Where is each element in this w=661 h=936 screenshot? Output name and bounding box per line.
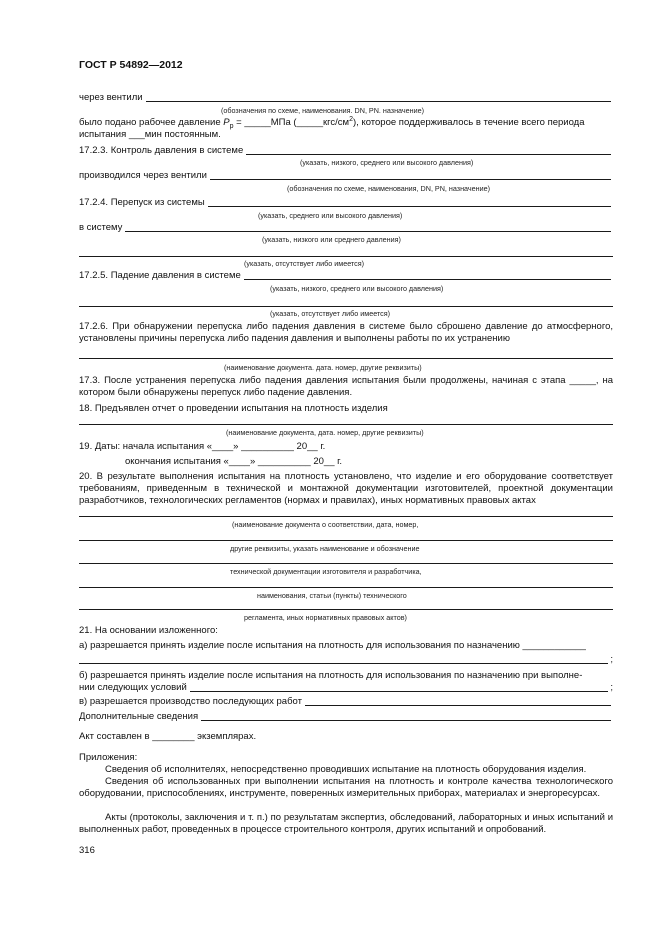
paragraph-21a: а) разрешается принять изделие после испытания на плотность для использования по назначению ____________: [79, 640, 586, 651]
bypass-status-caption: (указать, отсутствует либо имеется): [244, 259, 365, 268]
paragraph-20: 20. В результате выполнения испытания на плотность установлено, что изделие и его оборудование соответствует требованиям, приведенным в технической и монтажной документации изготовителей, проектной документации разработчиков, технологических регламентов (нормах и правилах), иных нормативных правовых актах: [79, 471, 613, 506]
bypass-into-field[interactable]: [79, 222, 613, 234]
document-header: ГОСТ Р 54892—2012: [79, 59, 183, 71]
appendices-title: Приложения:: [79, 752, 138, 763]
page-number: 316: [79, 845, 95, 856]
subsequent-works-field[interactable]: [79, 696, 613, 708]
conformity-line-1[interactable]: [79, 516, 613, 517]
valves-label: через вентили: [79, 92, 143, 103]
paragraph-17-3: 17.3. После устранения перепуска либо падения давления испытания были продолжены, начиная с этапа _____, на котором были обнаружены перепуск либо падение давления.: [79, 375, 613, 398]
appendix-3: Акты (протоколы, заключения и т. п.) по результатам экспертиз, обследований, лабораторных и иных испытаний и выполненных работ, проведенных в процессе строительного контроля, других испытаний и опробований.: [79, 812, 613, 835]
extra-info-label: Дополнительные сведения: [79, 711, 199, 722]
conformity-line-2[interactable]: [79, 540, 613, 541]
report-document-line[interactable]: [79, 424, 613, 425]
pressure-drop-status-line[interactable]: [79, 306, 613, 307]
valves-caption: (обозначения по схеме, наименования. DN, PN. назначение): [221, 106, 425, 115]
conformity-caption-2: другие реквизиты, указать наименование и обозначение: [230, 544, 420, 553]
elimination-document-line[interactable]: [79, 358, 613, 359]
act-copies: Акт составлен в ________ экземплярах.: [79, 731, 257, 742]
dates-end: окончания испытания «____» __________ 20__ г.: [125, 456, 343, 467]
paragraph-17-2-6: 17.2.6. При обнаружении перепуска либо падения давления в системе было сброшено давление до атмосферного, установлены причины перепуска либо падения давления и выполнены работы по их устранению: [79, 321, 613, 344]
pressure-drop-caption: (указать, низкого, среднего или высокого давления): [270, 284, 444, 293]
appendix-2: Сведения об использованных при выполнении испытания на плотность и контроле качества технологического оборудовании, приспособлениях, инструменте, поверенных измерительных приборах, материалах и энергоресурсах.: [79, 776, 613, 799]
extra-info-field[interactable]: [79, 711, 613, 723]
elimination-document-caption: (наименование документа. дата. номер, другие реквизиты): [224, 363, 422, 372]
pressure-control-caption: (указать, низкого, среднего или высокого давления): [300, 158, 474, 167]
conformity-caption-4: наименования, статьи (пункты) технического: [257, 591, 407, 600]
pressure-drop-field[interactable]: [79, 270, 613, 282]
conditions-field[interactable]: [79, 682, 613, 694]
usage-conditions-line[interactable]: [79, 654, 613, 666]
bypass-from-field[interactable]: [79, 197, 613, 209]
bypass-from-caption: (указать, среднего или высокого давления): [258, 211, 403, 220]
pressure-drop-label: 17.2.5. Падение давления в системе: [79, 270, 241, 281]
report-document-caption: (наименование документа, дата. номер, другие реквизиты): [226, 428, 424, 437]
bypass-status-line[interactable]: [79, 256, 613, 257]
conformity-caption-1: (наименование документа о соответствии, дата, номер,: [232, 520, 419, 529]
bypass-into-label: в систему: [79, 222, 123, 233]
conditions-label: нии следующих условий: [79, 682, 187, 693]
paragraph-21: 21. На основании изложенного:: [79, 625, 218, 636]
semicolon-b: ;: [610, 682, 613, 693]
valves-field[interactable]: [79, 92, 613, 104]
conformity-line-5[interactable]: [79, 609, 613, 610]
dates-start: 19. Даты: начала испытания «____» __________ 20__ г.: [79, 441, 326, 452]
bypass-into-caption: (указать, низкого или среднего давления): [262, 235, 401, 244]
pressure-paragraph: было подано рабочее давление $P_р$ = _____МПа $(\_\_\_\_\_кгс/см^2)$, которое поддерживалось в течение всего периода испытания ___мин постоянным.: [79, 115, 585, 140]
appendix-1: Сведения об исполнителях, непосредственно проводивших испытание на плотность оборудования изделия.: [105, 764, 587, 775]
paragraph-21b: б) разрешается принять изделие после испытания на плотность для использования по назначению при выполне-: [79, 670, 583, 681]
paragraph-18: 18. Предъявлен отчет о проведении испытания на плотность изделия: [79, 403, 388, 414]
conformity-line-3[interactable]: [79, 563, 613, 564]
conformity-line-4[interactable]: [79, 587, 613, 588]
bypass-from-label: 17.2.4. Перепуск из системы: [79, 197, 205, 208]
conformity-caption-3: технической документации изготовителя и разработчика,: [230, 567, 422, 576]
semicolon-a: ;: [610, 654, 613, 665]
via-valves-label: производился через вентили: [79, 170, 207, 181]
pressure-control-field[interactable]: [79, 145, 613, 157]
via-valves-caption: (обозначения по схеме, наименования, DN, PN, назначение): [287, 184, 491, 193]
via-valves-field[interactable]: [79, 170, 613, 182]
subsequent-works-label: в) разрешается производство последующих работ: [79, 696, 302, 707]
pressure-control-label: 17.2.3. Контроль давления в системе: [79, 145, 244, 156]
pressure-drop-status-caption: (указать, отсутствует либо имеется): [270, 309, 391, 318]
conformity-caption-5: регламента, иных нормативных правовых актов): [244, 613, 407, 622]
